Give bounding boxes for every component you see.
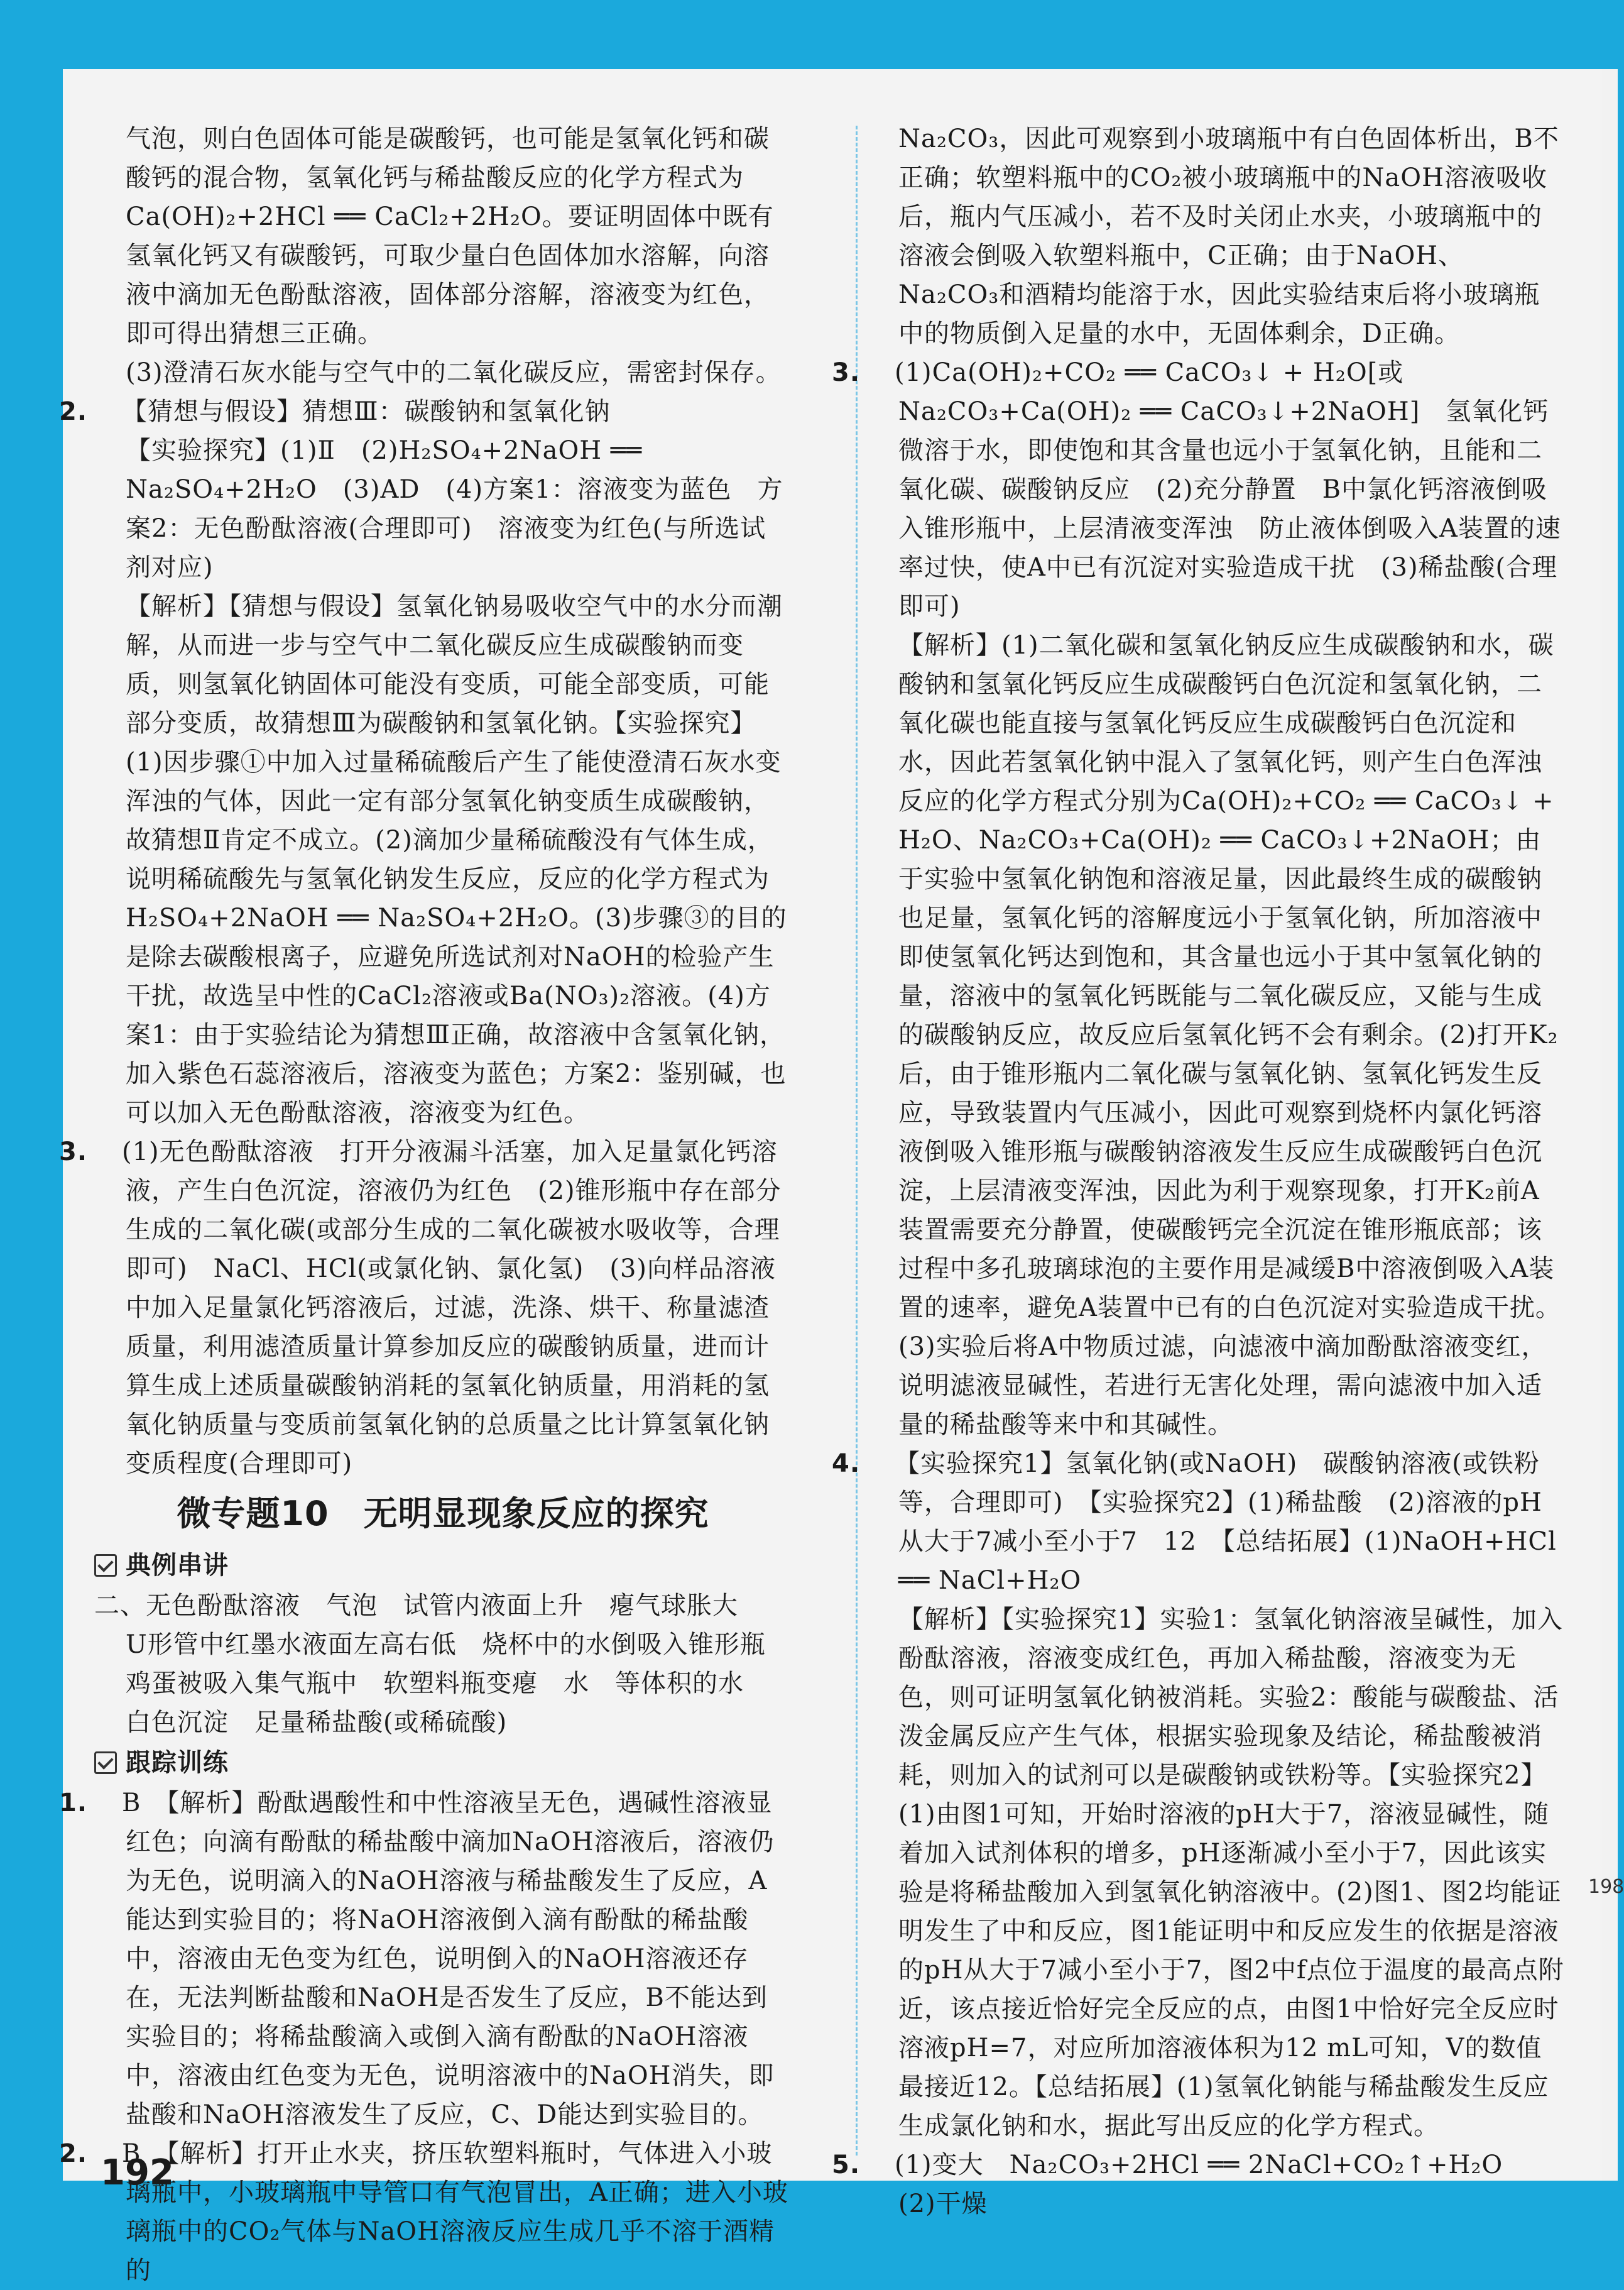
subheading-label: 典例串讲 <box>126 1551 229 1580</box>
question-number: 2. <box>59 397 88 426</box>
training-2 <box>59 2134 792 2290</box>
answer-text: 【实验探究1】氢氧化钠(或NaOH) 碳酸钠溶液(或铁粉等，合理即可) 【实验探究2】(1)稀盐酸 (2)溶液的pH从大于7减小至小于7 12 【总结拓展】(1)NaOH+HCl ══ NaCl+H₂O <box>895 1449 1557 1595</box>
answer-text: B 【解析】酚酞遇酸性和中性溶液呈无色，遇碱性溶液显红色；向滴有酚酞的稀盐酸中滴加NaOH溶液后，溶液仍为无色，说明滴入的NaOH溶液与稀盐酸发生了反应，A能达到实验目的；将NaOH溶液倒入滴有酚酞的稀盐酸中，溶液由无色变为红色，说明倒入的NaOH溶液还存在，无法判断盐酸和NaOH是否发生了反应，B不能达到实验目的；将稀盐酸滴入或倒入滴有酚酞的NaOH溶液中，溶液由红色变为无色，说明溶液中的NaOH消失，即盐酸和NaOH溶液发生了反应，C、D能达到实验目的。 <box>122 1789 775 2129</box>
section-title: 微专题10 无明显现象反应的探究 <box>177 1494 709 1533</box>
subheading-tracking-training <box>94 1743 792 1782</box>
example-line: 二、无色酚酞溶液 气泡 试管内液面上升 瘪气球胀大 <box>94 1591 738 1620</box>
page <box>59 69 1618 2285</box>
question-number: 3. <box>832 358 861 387</box>
answer-text: B 【解析】打开止水夹，挤压软塑料瓶时，气体进入小玻璃瓶中，小玻璃瓶中导管口有气泡冒出，A正确；进入小玻璃瓶中的CO₂气体与NaOH溶液反应生成几乎不溶于酒精的 <box>122 2139 788 2285</box>
column-divider <box>856 126 858 2156</box>
question-number: 5. <box>832 2150 861 2179</box>
question-number: 3. <box>59 1137 88 1166</box>
question-4 <box>832 1444 1564 1600</box>
answer-sheet <box>59 69 1602 2285</box>
analysis-text: 【解析】(1)二氧化碳和氢氧化钠反应生成碳酸钠和水，碳酸钠和氢氧化钙反应生成碳酸钙白色沉淀和氢氧化钠，二氧化碳也能直接与氢氧化钙反应生成碳酸钙白色沉淀和水，因此若氢氧化钠中混入了氢氧化钙，则产生白色浑浊反应的化学方程式分别为Ca(OH)₂+CO₂ ══ CaCO₃↓ + H₂O、Na₂CO₃+Ca(OH)₂ ══ CaCO₃↓+2NaOH；由于实验中氢氧化钠饱和溶液足量，因此最终生成的碳酸钠也足量，氢氧化钙的溶解度远小于氢氧化钠，所加溶液中即使氢氧化钙达到饱和，其含量也远小于其中氢氧化钠的量，溶液中的氢氧化钙既能与二氧化碳反应，又能与生成的碳酸钠反应，故反应后氢氧化钙不会有剩余。(2)打开K₂后，由于锥形瓶内二氧化碳与氢氧化钠、氢氧化钙发生反应，导致装置内气压减小，因此可观察到烧杯内氯化钙溶液倒吸入锥形瓶与碳酸钠溶液发生反应生成碳酸钙白色沉淀，上层清液变浑浊，因此为利于观察现象，打开K₂前A装置需要充分静置，使碳酸钙完全沉淀在锥形瓶底部；该过程中多孔玻璃球泡的主要作用是减缓B中溶液倒吸入A装置的速率，避免A装置中已有的白色沉淀对实验造成干扰。(3)实验后将A中物质过滤，向滤液中滴加酚酞溶液变红，说明滤液显碱性，若进行无害化处理，需向滤液中加入适量的稀盐酸等来中和其碱性。 <box>898 631 1561 1439</box>
page-number: 192 <box>101 2152 174 2193</box>
analysis-text: 【解析】【猜想与假设】氢氧化钠易吸收空气中的水分而潮解，从而进一步与空气中二氧化碳反应生成碳酸钠而变质，则氢氧化钠固体可能没有变质，可能全部变质，可能部分变质，故猜想Ⅲ为碳酸钠和氢氧化钠。【实验探究】(1)因步骤①中加入过量稀硫酸后产生了能使澄清石灰水变浑浊的气体，因此一定有部分氢氧化钠变质生成碳酸钠，故猜想Ⅱ肯定不成立。(2)滴加少量稀硫酸没有气体生成，说明稀硫酸先与氢氧化钠发生反应，反应的化学方程式为H₂SO₄+2NaOH ══ Na₂SO₄+2H₂O。(3)步骤③的目的是除去碳酸根离子，应避免所选试剂对NaOH的检验产生干扰，故选呈中性的CaCl₂溶液或Ba(NO₃)₂溶液。(4)方案1：由于实验结论为猜想Ⅲ正确，故溶液中含氢氧化钠，加入紫色石蕊溶液后，溶液变为蓝色；方案2：鉴别碱，也可以加入无色酚酞溶液，溶液变为红色。 <box>126 592 787 1127</box>
subheading-label: 跟踪训练 <box>126 1748 229 1777</box>
analysis-text: 【解析】【实验探究1】实验1：氢氧化钠溶液呈碱性，加入酚酞溶液，溶液变成红色，再加入稀盐酸，溶液变为无色，则可证明氢氧化钠被消耗。实验2：酸能与碳酸盐、活泼金属反应产生气体，根据实验现象及结论，稀盐酸被消耗，则加入的试剂可以是碳酸钠或铁粉等。【实验探究2】(1)由图1可知，开始时溶液的pH大于7，溶液显碱性，随着加入试剂体积的增多，pH逐渐减小至小于7，因此该实验是将稀盐酸加入到氢氧化钠溶液中。(2)图1、图2均能证明发生了中和反应，图1能证明中和反应发生的依据是溶液的pH从大于7减小至小于7，图2中f点位于温度的最高点附近，该点接近恰好完全反应的点，由图1中恰好完全反应时溶液pH=7，对应所加溶液体积为12 mL可知，V的数值最接近12。【总结拓展】(1)氢氧化钠能与稀盐酸发生反应生成氯化钠和水，据此写出反应的化学方程式。 <box>898 1605 1564 2140</box>
question-3 <box>832 353 1564 626</box>
answer-text: (1)变大 Na₂CO₃+2HCl ══ 2NaCl+CO₂↑+H₂O (2)干燥 <box>895 2150 1529 2218</box>
checkbox-icon <box>94 1554 117 1577</box>
answer-text: 【猜想与假设】猜想Ⅲ：碳酸钠和氢氧化钠 <box>122 397 611 426</box>
question-3 <box>59 1132 792 1483</box>
checkbox-icon <box>94 1751 117 1774</box>
paragraph: 气泡，则白色固体可能是碳酸钙，也可能是氢氧化钙和碳酸钙的混合物，氢氧化钙与稀盐酸反应的化学方程式为Ca(OH)₂+2HCl ══ CaCl₂+2H₂O。要证明固体中既有氢氧化钙又有碳酸钙，可取少量白色固体加水溶解，向溶液中滴加无色酚酞溶液，固体部分溶解，溶液变为红色，即可得出猜想三正确。 <box>126 124 774 348</box>
question-2 <box>59 392 792 431</box>
question-number: 1. <box>59 1789 88 1817</box>
question-number: 2. <box>59 2139 88 2168</box>
question-5 <box>832 2145 1564 2223</box>
paragraph: Na₂CO₃，因此可观察到小玻璃瓶中有白色固体析出，B不正确；软塑料瓶中的CO₂被小玻璃瓶中的NaOH溶液吸收后，瓶内气压减小，若不及时关闭止水夹，小玻璃瓶中的溶液会倒吸入软塑料瓶中，C正确；由于NaOH、Na₂CO₃和酒精均能溶于水，因此实验结束后将小玻璃瓶中的物质倒入足量的水中，无固体剩余，D正确。 <box>898 124 1559 348</box>
subheading-typical-examples <box>94 1546 792 1585</box>
left-column <box>59 119 792 2290</box>
paragraph: (3)澄清石灰水能与空气中的二氧化碳反应，需密封保存。 <box>126 358 782 387</box>
answer-text: 【实验探究】(1)Ⅱ (2)H₂SO₄+2NaOH ══ Na₂SO₄+2H₂O (3)AD (4)方案1：溶液变为蓝色 方案2：无色酚酞溶液(合理即可) 溶液变为红色(与所选试剂对应) <box>126 436 783 582</box>
example-line: 鸡蛋被吸入集气瓶中 软塑料瓶变瘪 水 等体积的水 <box>126 1669 744 1698</box>
answer-text: (1)无色酚酞溶液 打开分液漏斗活塞，加入足量氯化钙溶液，产生白色沉淀，溶液仍为红色 (2)锥形瓶中存在部分生成的二氧化碳(或部分生成的二氧化碳被水吸收等，合理即可) NaCl、HCl(或氯化钠、氯化氢) (3)向样品溶液中加入足量氯化钙溶液后，过滤，洗涤、烘干、称量滤渣质量，利用滤渣质量计算参加反应的碳酸钠质量，进而计算生成上述质量碳酸钠消耗的氢氧化钠质量，用消耗的氢氧化钠质量与变质前氢氧化钠的总质量之比计算氢氧化钠变质程度(合理即可) <box>122 1137 782 1478</box>
example-line: 白色沉淀 足量稀盐酸(或稀硫酸) <box>126 1708 508 1737</box>
example-line: U形管中红墨水液面左高右低 烧杯中的水倒吸入锥形瓶 <box>126 1630 766 1659</box>
side-page-number: 198 <box>1588 1876 1624 1898</box>
answer-text: (1)Ca(OH)₂+CO₂ ══ CaCO₃↓ + H₂O[或Na₂CO₃+Ca(OH)₂ ══ CaCO₃↓+2NaOH] 氢氧化钙微溶于水，即使饱和其含量也远小于氢氧化钠，且能和二氧化碳、碳酸钠反应 (2)充分静置 B中氯化钙溶液倒吸入锥形瓶中，上层清液变浑浊 防止液体倒吸入A装置的速率过快，使A中已有沉淀对实验造成干扰 (3)稀盐酸(合理即可) <box>895 358 1561 621</box>
right-column <box>832 119 1564 2223</box>
training-1 <box>59 1783 792 2134</box>
question-number: 4. <box>832 1449 861 1478</box>
